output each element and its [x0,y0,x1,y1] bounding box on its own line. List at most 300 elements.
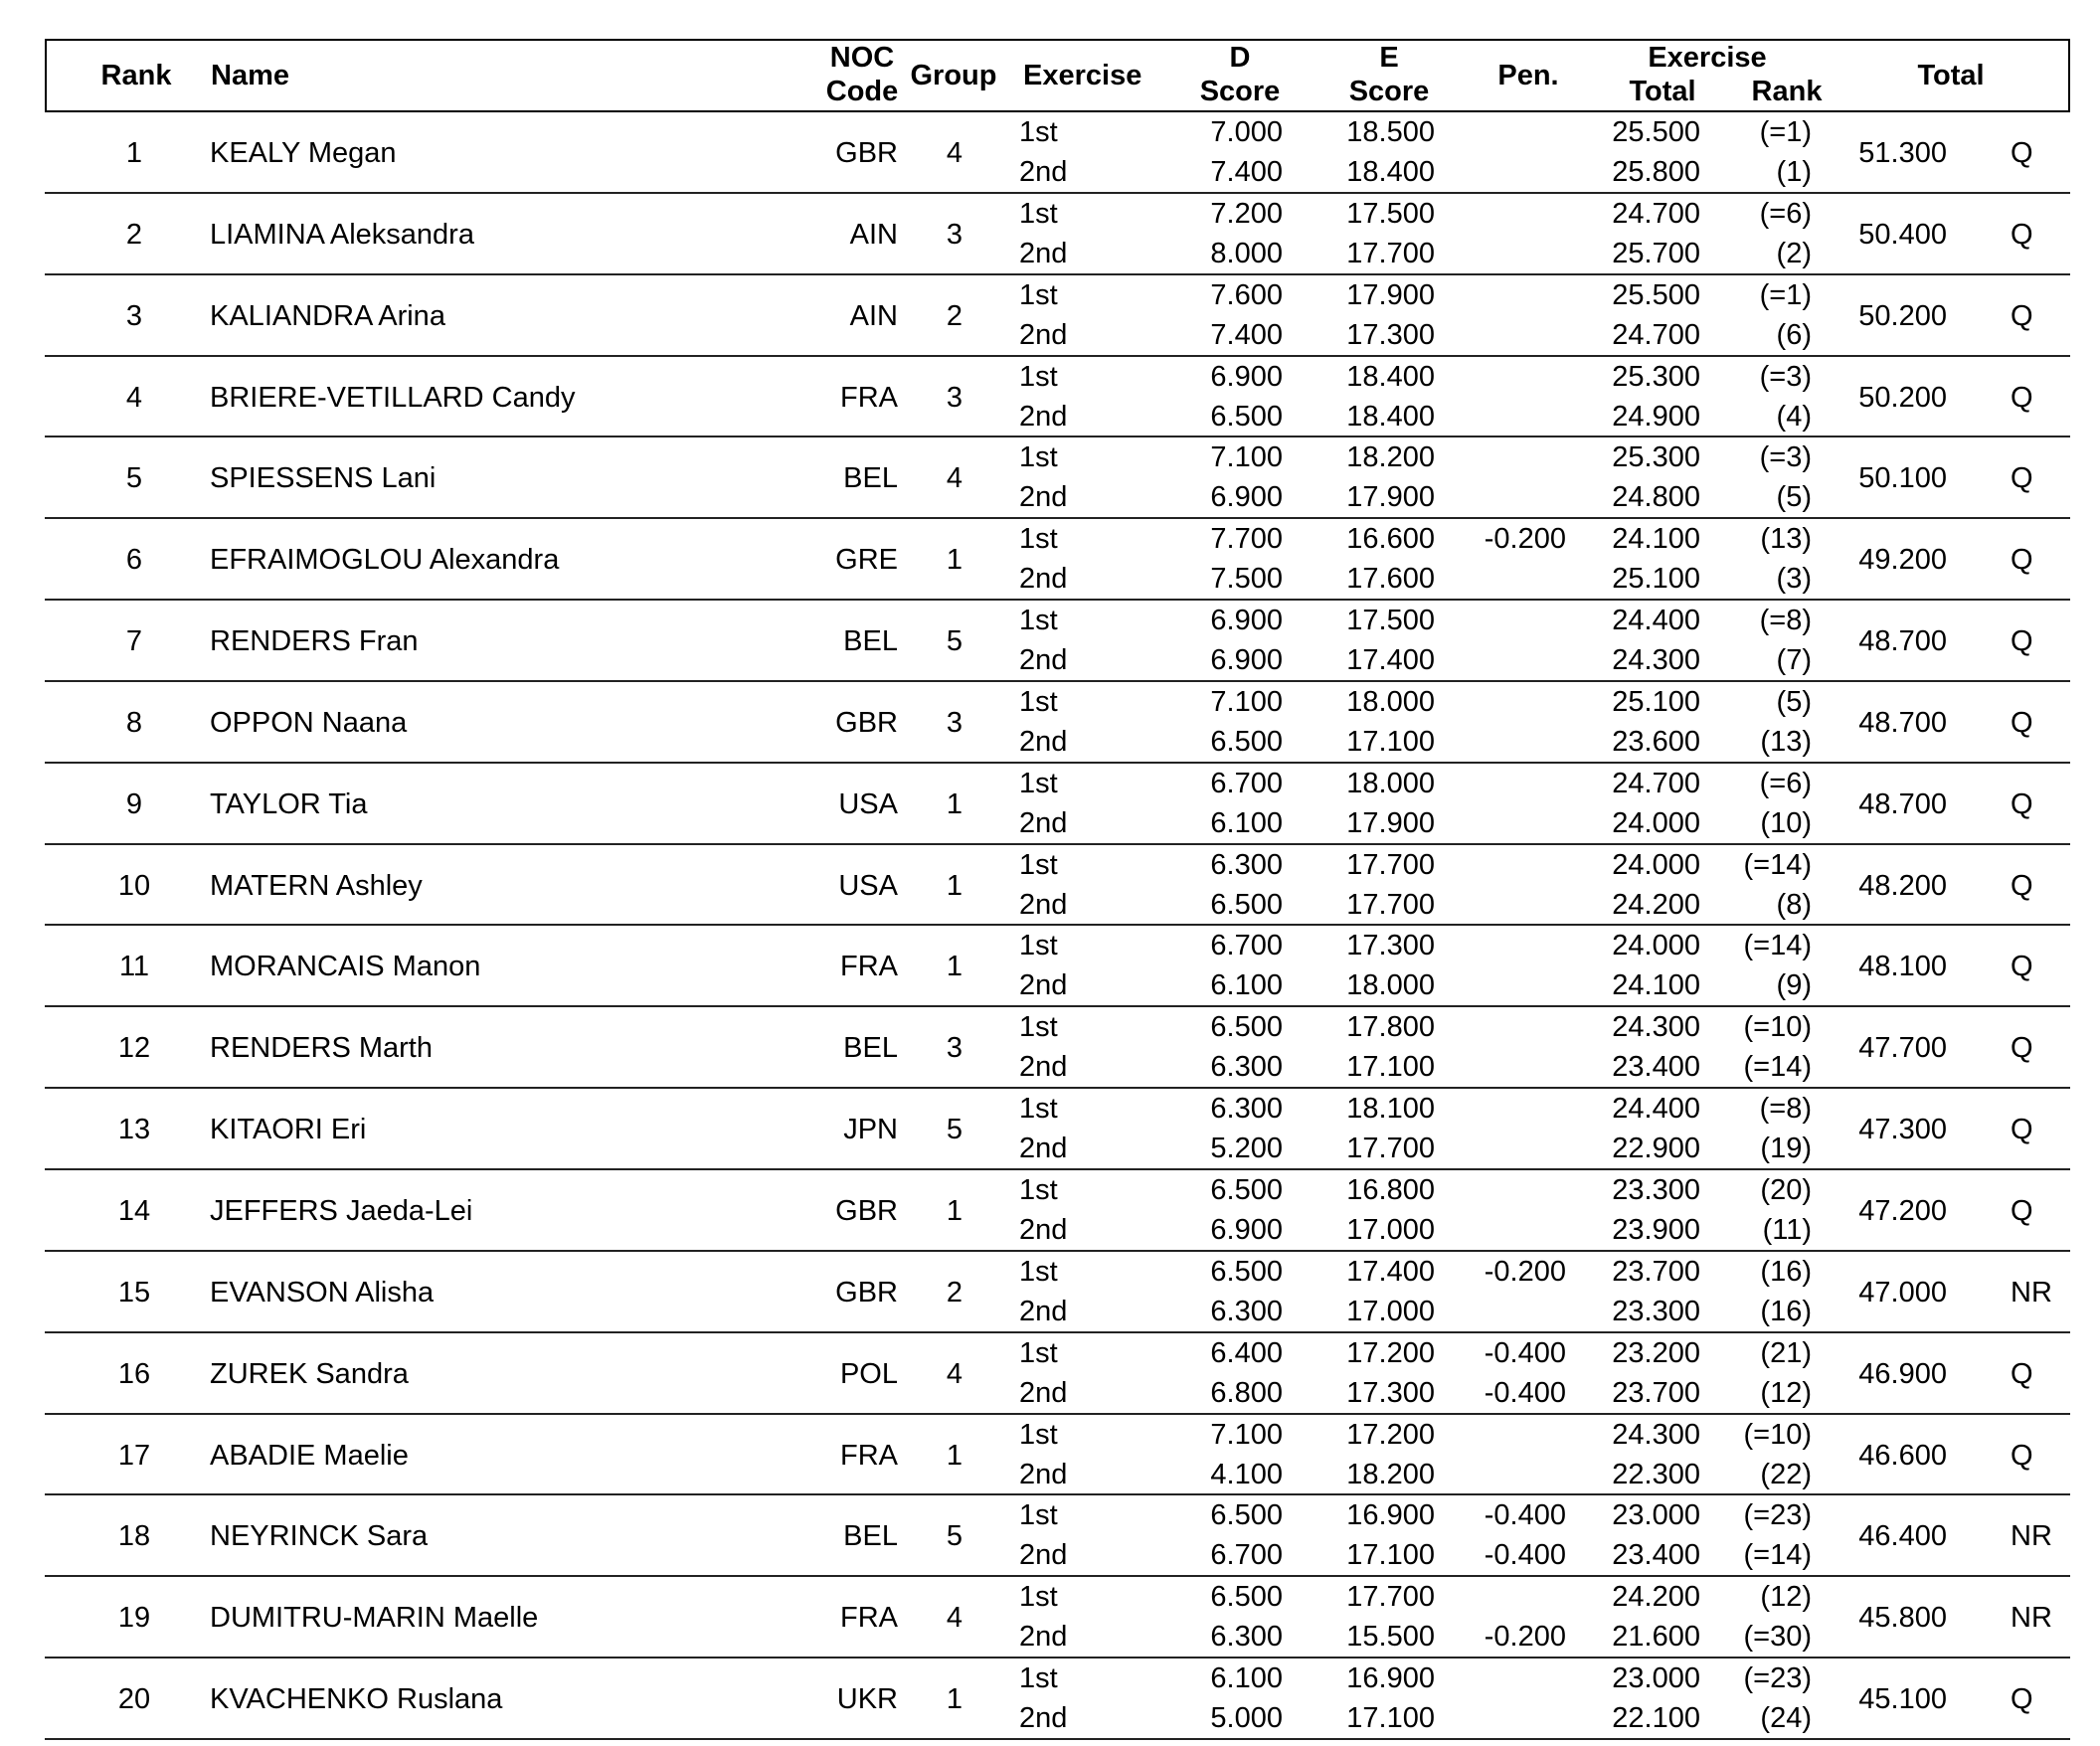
results-table [45,39,2070,1740]
d-score: 6.300 [1210,1621,1283,1654]
total-score: 46.400 [1858,1520,1947,1553]
e-score: 16.900 [1346,1499,1435,1532]
total-score: 48.700 [1858,706,1947,739]
rank-cell: 19 [117,1602,151,1635]
exercise-label: 2nd [1019,1133,1068,1165]
noc-code: BEL [843,1032,898,1065]
exercise-label: 2nd [1019,237,1068,269]
exercise-label: 1st [1019,1336,1058,1369]
noc-code: POL [839,1357,898,1390]
athlete-name: ZUREK Sandra [210,1357,409,1390]
noc-code: JPN [843,1114,898,1146]
athlete-name: TAYLOR Tia [210,787,368,820]
d-score: 6.500 [1210,888,1283,921]
exercise-rank: (=1) [1759,278,1812,311]
total-score: 46.600 [1858,1439,1947,1472]
d-score: 6.900 [1210,1213,1283,1246]
e-score: 18.500 [1346,116,1435,148]
qualification-status: Q [2011,869,2033,902]
table-row [45,601,2070,682]
d-score: 5.000 [1210,1702,1283,1735]
d-score: 7.700 [1210,523,1283,556]
exercise-total: 23.300 [1612,1173,1700,1206]
e-score: 17.600 [1346,563,1435,596]
group-cell: 2 [946,1276,963,1309]
table-row [45,764,2070,845]
exercise-total: 24.000 [1612,848,1700,881]
d-score: 6.800 [1210,1376,1283,1409]
exercise-label: 2nd [1019,969,1068,1002]
exercise-total: 23.400 [1612,1051,1700,1084]
exercise-total: 24.000 [1612,806,1700,839]
athlete-name: OPPON Naana [210,706,408,739]
exercise-rank: (=10) [1743,1011,1812,1044]
exercise-rank: (10) [1760,806,1812,839]
total-score: 47.300 [1858,1114,1947,1146]
header-exercise: Exercise [1023,60,1142,91]
exercise-rank: (=8) [1759,1093,1812,1126]
rank-cell: 20 [117,1683,151,1716]
qualification-status: Q [2011,1114,2033,1146]
e-score: 17.300 [1346,1376,1435,1409]
exercise-total: 25.300 [1612,360,1700,393]
exercise-rank: (1) [1776,156,1812,188]
exercise-rank: (5) [1776,481,1812,514]
total-score: 47.700 [1858,1032,1947,1065]
noc-code: GBR [835,1276,898,1309]
exercise-total: 22.900 [1612,1133,1700,1165]
group-cell: 3 [946,706,963,739]
exercise-label: 1st [1019,116,1058,148]
e-score: 16.900 [1346,1662,1435,1695]
table-row [45,1089,2070,1170]
penalty: -0.400 [1484,1539,1566,1572]
exercise-total: 21.600 [1612,1621,1700,1654]
noc-code: FRA [840,1439,898,1472]
exercise-label: 1st [1019,1255,1058,1288]
e-score: 17.700 [1346,888,1435,921]
exercise-total: 24.000 [1612,930,1700,962]
noc-code: BEL [843,1520,898,1553]
exercise-label: 2nd [1019,806,1068,839]
table-row [45,1170,2070,1252]
penalty: -0.200 [1484,523,1566,556]
qualification-status: Q [2011,299,2033,332]
exercise-rank: (=23) [1743,1499,1812,1532]
exercise-total: 24.400 [1612,605,1700,637]
e-score: 18.200 [1346,1458,1435,1490]
exercise-total: 23.300 [1612,1295,1700,1327]
qualification-status: Q [2011,544,2033,577]
rank-cell: 5 [125,462,143,495]
exercise-rank: (20) [1760,1173,1812,1206]
qualification-status: Q [2011,1683,2033,1716]
exercise-rank: (=30) [1743,1621,1812,1654]
qualification-status: NR [2011,1276,2052,1309]
d-score: 6.500 [1210,725,1283,758]
total-score: 50.200 [1858,381,1947,414]
exercise-label: 2nd [1019,1458,1068,1490]
group-cell: 4 [946,462,963,495]
exercise-rank: (2) [1776,237,1812,269]
exercise-total: 22.300 [1612,1458,1700,1490]
exercise-rank: (=14) [1743,848,1812,881]
athlete-name: NEYRINCK Sara [210,1520,429,1553]
exercise-total: 23.700 [1612,1255,1700,1288]
noc-code: UKR [836,1683,898,1716]
exercise-total: 24.800 [1612,481,1700,514]
exercise-rank: (=1) [1759,116,1812,148]
d-score: 6.500 [1210,1499,1283,1532]
exercise-label: 2nd [1019,481,1068,514]
group-cell: 5 [946,1520,963,1553]
qualification-status: Q [2011,1032,2033,1065]
noc-code: BEL [843,625,898,658]
noc-code: AIN [849,218,898,251]
table-row [45,275,2070,357]
exercise-label: 2nd [1019,1539,1068,1572]
header-e-line1: E [1379,42,1399,74]
group-cell: 4 [946,1602,963,1635]
rank-cell: 11 [118,951,150,983]
qualification-status: NR [2011,1602,2052,1635]
exercise-label: 2nd [1019,1295,1068,1327]
table-row [45,112,2070,194]
table-row [45,519,2070,601]
table-row [45,194,2070,275]
qualification-status: Q [2011,706,2033,739]
noc-code: GBR [835,1194,898,1227]
exercise-rank: (21) [1760,1336,1812,1369]
exercise-rank: (=3) [1759,441,1812,474]
e-score: 17.100 [1346,725,1435,758]
total-score: 50.100 [1858,462,1947,495]
e-score: 18.000 [1346,685,1435,718]
athlete-name: BRIERE-VETILLARD Candy [210,381,576,414]
table-row [45,1007,2070,1089]
exercise-rank: (4) [1776,400,1812,433]
group-cell: 3 [946,218,963,251]
athlete-name: LIAMINA Aleksandra [210,218,474,251]
exercise-rank: (7) [1776,644,1812,677]
exercise-label: 1st [1019,930,1058,962]
athlete-name: KVACHENKO Ruslana [210,1683,503,1716]
qualification-status: Q [2011,787,2033,820]
exercise-total: 23.700 [1612,1376,1700,1409]
group-cell: 1 [946,1194,963,1227]
e-score: 17.900 [1346,278,1435,311]
exercise-total: 25.100 [1612,563,1700,596]
e-score: 17.100 [1346,1539,1435,1572]
d-score: 6.300 [1210,1093,1283,1126]
exercise-label: 2nd [1019,156,1068,188]
exercise-total: 23.900 [1612,1213,1700,1246]
noc-code: USA [838,787,898,820]
group-cell: 4 [946,137,963,169]
group-cell: 3 [946,1032,963,1065]
header-exercise-total: Total [1629,76,1696,107]
rank-cell: 18 [117,1520,151,1553]
exercise-total: 25.300 [1612,441,1700,474]
exercise-total: 24.700 [1612,197,1700,230]
rank-cell: 7 [125,625,143,658]
table-header [45,39,2070,112]
exercise-label: 2nd [1019,318,1068,351]
d-score: 7.200 [1210,197,1283,230]
exercise-total: 24.100 [1612,969,1700,1002]
exercise-total: 24.700 [1612,767,1700,799]
exercise-rank: (9) [1776,969,1812,1002]
qualification-status: Q [2011,1439,2033,1472]
group-cell: 1 [946,1683,963,1716]
e-score: 18.000 [1346,767,1435,799]
penalty: -0.200 [1484,1621,1566,1654]
penalty: -0.400 [1484,1336,1566,1369]
exercise-total: 24.300 [1612,1418,1700,1451]
exercise-label: 1st [1019,1581,1058,1614]
athlete-name: KEALY Megan [210,137,397,169]
exercise-total: 22.100 [1612,1702,1700,1735]
d-score: 6.400 [1210,1336,1283,1369]
e-score: 18.400 [1346,400,1435,433]
penalty: -0.200 [1484,1255,1566,1288]
e-score: 17.700 [1346,237,1435,269]
exercise-rank: (5) [1776,685,1812,718]
e-score: 18.200 [1346,441,1435,474]
exercise-total: 24.300 [1612,1011,1700,1044]
d-score: 6.500 [1210,1173,1283,1206]
table-row [45,1252,2070,1333]
e-score: 17.200 [1346,1336,1435,1369]
rank-cell: 17 [117,1439,151,1472]
rank-cell: 14 [117,1194,151,1227]
e-score: 17.100 [1346,1702,1435,1735]
d-score: 6.100 [1210,969,1283,1002]
exercise-rank: (11) [1762,1213,1812,1246]
exercise-total: 23.200 [1612,1336,1700,1369]
total-score: 45.800 [1858,1602,1947,1635]
d-score: 6.300 [1210,848,1283,881]
exercise-label: 2nd [1019,1376,1068,1409]
d-score: 6.100 [1210,1662,1283,1695]
e-score: 17.400 [1346,1255,1435,1288]
athlete-name: SPIESSENS Lani [210,462,437,495]
exercise-label: 1st [1019,685,1058,718]
qualification-status: Q [2011,1194,2033,1227]
d-score: 6.700 [1210,767,1283,799]
rank-cell: 3 [125,299,143,332]
table-body [45,112,2070,1740]
noc-code: GRE [835,544,898,577]
header-noc-line1: NOC [829,42,895,74]
table-row [45,845,2070,927]
rank-cell: 10 [117,869,151,902]
exercise-total: 24.200 [1612,888,1700,921]
exercise-total: 24.400 [1612,1093,1700,1126]
table-row [45,926,2070,1007]
exercise-total: 24.700 [1612,318,1700,351]
total-score: 47.200 [1858,1194,1947,1227]
e-score: 17.100 [1346,1051,1435,1084]
group-cell: 5 [946,625,963,658]
athlete-name: KITAORI Eri [210,1114,367,1146]
exercise-label: 2nd [1019,888,1068,921]
exercise-label: 1st [1019,1662,1058,1695]
qualification-status: Q [2011,625,2033,658]
d-score: 6.900 [1210,481,1283,514]
table-row [45,357,2070,438]
exercise-label: 2nd [1019,644,1068,677]
exercise-label: 2nd [1019,1621,1068,1654]
e-score: 17.800 [1346,1011,1435,1044]
exercise-total: 23.600 [1612,725,1700,758]
exercise-label: 1st [1019,441,1058,474]
header-name: Name [211,60,289,91]
exercise-rank: (=8) [1759,605,1812,637]
e-score: 15.500 [1346,1621,1435,1654]
athlete-name: DUMITRU-MARIN Maelle [210,1602,539,1635]
exercise-rank: (=10) [1743,1418,1812,1451]
d-score: 7.000 [1210,116,1283,148]
header-d-line1: D [1229,42,1251,74]
d-score: 7.100 [1210,441,1283,474]
header-group: Group [910,60,997,91]
athlete-name: MORANCAIS Manon [210,951,481,983]
d-score: 6.300 [1210,1051,1283,1084]
exercise-total: 24.300 [1612,644,1700,677]
exercise-label: 2nd [1019,725,1068,758]
d-score: 6.900 [1210,644,1283,677]
exercise-rank: (24) [1760,1702,1812,1735]
e-score: 17.300 [1346,318,1435,351]
e-score: 18.400 [1346,360,1435,393]
exercise-label: 2nd [1019,400,1068,433]
exercise-label: 1st [1019,278,1058,311]
d-score: 6.500 [1210,1581,1283,1614]
athlete-name: RENDERS Marth [210,1032,433,1065]
qualification-status: NR [2011,1520,2052,1553]
exercise-rank: (3) [1776,563,1812,596]
exercise-label: 1st [1019,1173,1058,1206]
exercise-rank: (16) [1760,1295,1812,1327]
rank-cell: 13 [117,1114,151,1146]
qualification-status: Q [2011,951,2033,983]
exercise-rank: (13) [1760,725,1812,758]
d-score: 7.100 [1210,1418,1283,1451]
exercise-rank: (16) [1760,1255,1812,1288]
e-score: 16.600 [1346,523,1435,556]
d-score: 7.500 [1210,563,1283,596]
d-score: 6.700 [1210,930,1283,962]
exercise-rank: (22) [1760,1458,1812,1490]
exercise-total: 23.000 [1612,1662,1700,1695]
table-row [45,1415,2070,1496]
d-score: 7.400 [1210,156,1283,188]
exercise-label: 1st [1019,523,1058,556]
d-score: 6.900 [1210,360,1283,393]
d-score: 6.300 [1210,1295,1283,1327]
penalty: -0.400 [1484,1376,1566,1409]
exercise-rank: (12) [1760,1376,1812,1409]
exercise-label: 2nd [1019,1051,1068,1084]
athlete-name: JEFFERS Jaeda-Lei [210,1194,473,1227]
group-cell: 2 [946,299,963,332]
exercise-total: 24.100 [1612,523,1700,556]
e-score: 17.900 [1346,806,1435,839]
exercise-rank: (=14) [1743,1539,1812,1572]
e-score: 17.000 [1346,1295,1435,1327]
exercise-label: 2nd [1019,1702,1068,1735]
exercise-rank: (=23) [1743,1662,1812,1695]
e-score: 17.700 [1346,1133,1435,1165]
exercise-label: 1st [1019,197,1058,230]
total-score: 48.700 [1858,787,1947,820]
rank-cell: 6 [125,544,143,577]
group-cell: 1 [946,951,963,983]
group-cell: 1 [946,544,963,577]
table-row [45,437,2070,519]
group-cell: 3 [946,381,963,414]
e-score: 18.000 [1346,969,1435,1002]
exercise-total: 24.200 [1612,1581,1700,1614]
d-score: 6.100 [1210,806,1283,839]
exercise-total: 25.100 [1612,685,1700,718]
qualification-status: Q [2011,137,2033,169]
noc-code: GBR [835,706,898,739]
noc-code: AIN [849,299,898,332]
athlete-name: MATERN Ashley [210,869,423,902]
group-cell: 1 [946,1439,963,1472]
athlete-name: ABADIE Maelie [210,1439,409,1472]
d-score: 6.500 [1210,1255,1283,1288]
e-score: 17.500 [1346,197,1435,230]
d-score: 4.100 [1210,1458,1283,1490]
header-rank: Rank [100,60,172,91]
d-score: 7.400 [1210,318,1283,351]
e-score: 17.700 [1346,1581,1435,1614]
exercise-total: 25.800 [1612,156,1700,188]
exercise-rank: (8) [1776,888,1812,921]
exercise-rank: (13) [1760,523,1812,556]
exercise-label: 1st [1019,605,1058,637]
d-score: 5.200 [1210,1133,1283,1165]
exercise-rank: (=14) [1743,1051,1812,1084]
athlete-name: KALIANDRA Arina [210,299,445,332]
total-score: 50.400 [1858,218,1947,251]
total-score: 45.100 [1858,1683,1947,1716]
exercise-rank: (=6) [1759,767,1812,799]
table-row [45,1495,2070,1577]
group-cell: 1 [946,869,963,902]
exercise-rank: (=3) [1759,360,1812,393]
header-pen: Pen. [1497,60,1559,91]
qualification-status: Q [2011,1357,2033,1390]
noc-code: USA [838,869,898,902]
table-row [45,1577,2070,1659]
noc-code: FRA [840,381,898,414]
noc-code: FRA [840,951,898,983]
exercise-rank: (12) [1760,1581,1812,1614]
e-score: 17.300 [1346,930,1435,962]
header-total: Total [1917,60,1985,91]
rank-cell: 12 [117,1032,151,1065]
total-score: 47.000 [1858,1276,1947,1309]
athlete-name: EVANSON Alisha [210,1276,435,1309]
total-score: 48.100 [1858,951,1947,983]
header-noc-line2: Code [825,76,899,107]
rank-cell: 9 [125,787,143,820]
header-e-line2: Score [1348,76,1430,107]
